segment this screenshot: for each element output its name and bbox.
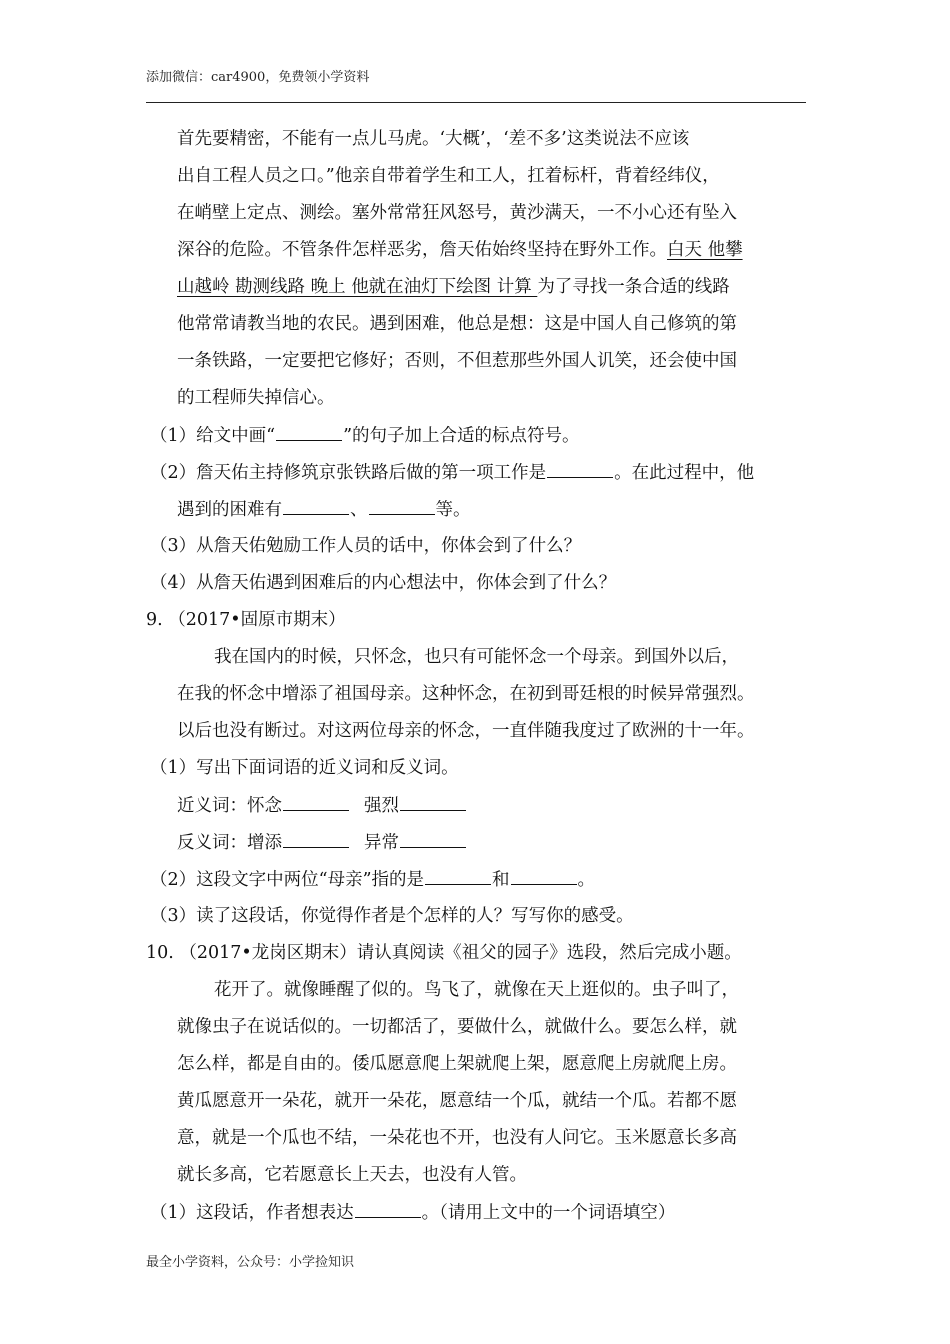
passage-line: 就像虫子在说话似的。一切都活了，要做什么，就做什么。要怎么样，就	[177, 1017, 737, 1037]
question-text: 等。	[435, 500, 471, 520]
passage-line: 一条铁路，一定要把它修好；否则，不但惹那些外国人讥笑，还会使中国	[177, 351, 737, 371]
question-text: 。在此过程中，他	[614, 463, 755, 483]
question-line	[150, 424, 580, 447]
question-line: （1）写出下面词语的近义词和反义词。	[150, 758, 459, 778]
question-text: ”的句子加上合适的标点符号。	[343, 426, 580, 446]
question-text: （2）这段文字中两位“母亲”指的是	[150, 870, 425, 890]
question-line	[177, 831, 467, 854]
passage-text: 为了寻找一条合适的线路	[537, 277, 730, 297]
answer-blank[interactable]	[276, 424, 342, 441]
answer-blank[interactable]	[283, 794, 349, 811]
question-line	[150, 461, 754, 484]
passage-line: 在我的怀念中增添了祖国母亲。这种怀念，在初到哥廷根的时候异常强烈。	[177, 684, 755, 704]
question-line: （4）从詹天佑遇到困难后的内心想法中，你体会到了什么？	[150, 573, 617, 593]
question-text: 和	[492, 870, 510, 890]
passage-line: 我在国内的时候，只怀念，也只有可能怀念一个母亲。到国外以后，	[214, 647, 739, 667]
question-line	[150, 868, 595, 891]
question-text: 反义词：增添	[177, 833, 282, 853]
question-line	[177, 498, 471, 521]
passage-line: 在峭壁上定点、测绘。塞外常常狂风怒号，黄沙满天，一不小心还有坠入	[177, 203, 737, 223]
question-line	[150, 1201, 675, 1224]
underlined-sentence: 白天 他攀	[667, 240, 743, 260]
question-text: 、	[350, 500, 368, 520]
question-text: （1）给文中画“	[150, 426, 276, 446]
passage-line: 意，就是一个瓜也不结，一朵花也不开，也没有人问它。玉米愿意长多高	[177, 1128, 737, 1148]
passage-line: 他常常请教当地的农民。遇到困难，他总是想：这是中国人自己修筑的第	[177, 314, 737, 334]
question-text: 近义词：怀念	[177, 796, 282, 816]
question-line	[177, 794, 467, 817]
answer-blank[interactable]	[369, 498, 435, 515]
header-divider	[146, 102, 806, 103]
passage-line: 以后也没有断过。对这两位母亲的怀念，一直伴随我度过了欧洲的十一年。	[177, 721, 755, 741]
answer-blank[interactable]	[283, 498, 349, 515]
answer-blank[interactable]	[283, 831, 349, 848]
question-text: 强烈	[364, 796, 399, 816]
passage-line: 首先要精密，不能有一点儿马虎。‘大概’，‘差不多’这类说法不应该	[177, 129, 690, 149]
passage-line: 出自工程人员之口。”他亲自带着学生和工人，扛着标杆，背着经纬仪，	[177, 166, 720, 186]
question-text: 。（请用上文中的一个词语填空）	[421, 1203, 676, 1223]
answer-blank[interactable]	[355, 1201, 421, 1218]
answer-blank[interactable]	[400, 831, 466, 848]
question-heading: 9. （2017•固原市期末）	[146, 610, 346, 630]
underlined-sentence: 山越岭 勘测线路 晚上 他就在油灯下绘图 计算	[177, 277, 538, 297]
question-text: 异常	[364, 833, 399, 853]
page-header: 添加微信：car4900，免费领小学资料	[146, 70, 370, 85]
question-line: （3）从詹天佑勉励工作人员的话中，你体会到了什么？	[150, 536, 582, 556]
passage-line	[177, 239, 743, 261]
question-text: （1）这段话，作者想表达	[150, 1203, 354, 1223]
answer-blank[interactable]	[400, 794, 466, 811]
passage-line: 怎么样，都是自由的。倭瓜愿意爬上架就爬上架，愿意爬上房就爬上房。	[177, 1054, 737, 1074]
answer-blank[interactable]	[511, 868, 577, 885]
question-text: 。	[577, 870, 596, 890]
question-text: 遇到的困难有	[177, 500, 282, 520]
passage-text: 深谷的危险。不管条件怎样恶劣，詹天佑始终坚持在野外工作。	[177, 240, 667, 260]
question-line: （3）读了这段话，你觉得作者是个怎样的人？写写你的感受。	[150, 906, 634, 926]
passage-line: 花开了。就像睡醒了似的。鸟飞了，就像在天上逛似的。虫子叫了，	[214, 980, 739, 1000]
passage-line: 就长多高，它若愿意长上天去，也没有人管。	[177, 1165, 527, 1185]
answer-blank[interactable]	[547, 461, 613, 478]
question-text: （2）詹天佑主持修筑京张铁路后做的第一项工作是	[150, 463, 547, 483]
question-heading: 10. （2017•龙岗区期末）请认真阅读《祖父的园子》选段，然后完成小题。	[146, 943, 742, 963]
passage-line	[177, 276, 730, 298]
passage-line: 的工程师失掉信心。	[177, 388, 335, 408]
page-footer: 最全小学资料，公众号：小学捡知识	[146, 1255, 355, 1270]
passage-line: 黄瓜愿意开一朵花，就开一朵花，愿意结一个瓜，就结一个瓜。若都不愿	[177, 1091, 737, 1111]
answer-blank[interactable]	[425, 868, 491, 885]
